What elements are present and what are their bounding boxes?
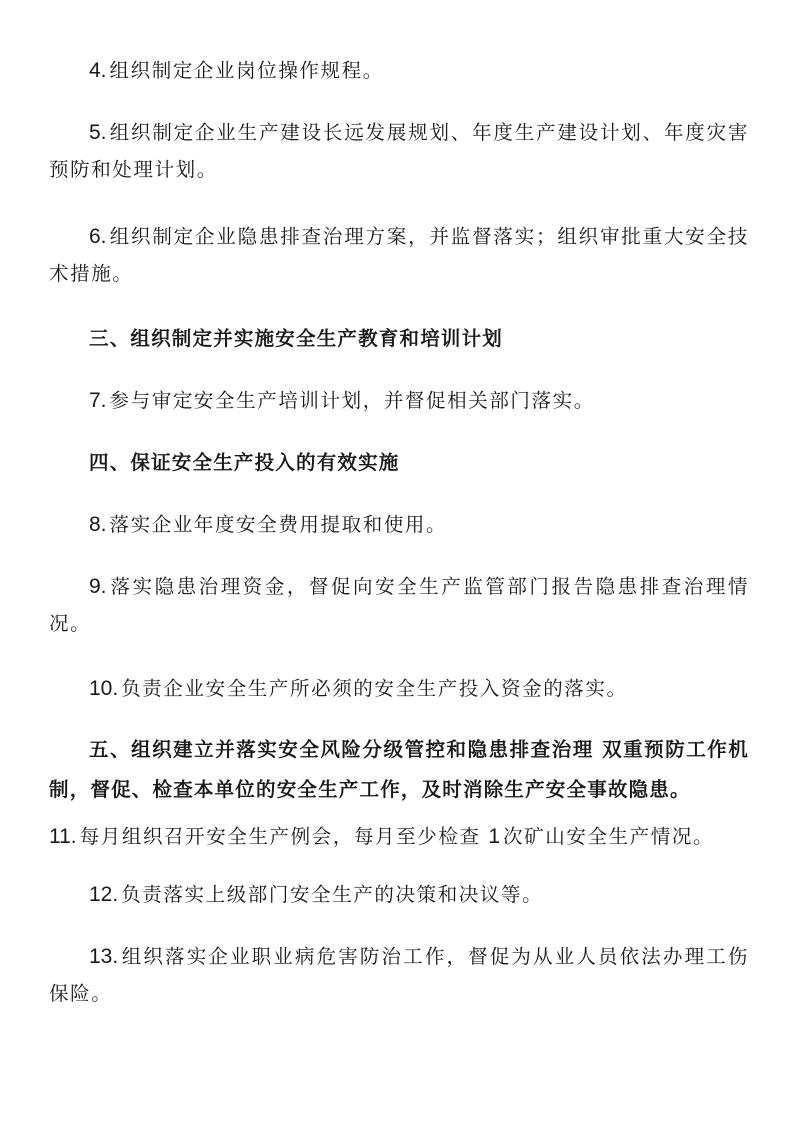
item-number: 12. bbox=[89, 883, 119, 906]
item-text: 负责企业安全生产所必须的安全生产投入资金的落实。 bbox=[121, 677, 628, 700]
item-number: 4. bbox=[89, 59, 107, 82]
item-7 bbox=[49, 382, 749, 419]
item-number: 13. bbox=[89, 945, 119, 968]
section-heading-4 bbox=[49, 444, 749, 481]
item-text: 每月组织召开安全生产例会，每月至少检查 bbox=[79, 825, 481, 848]
section-heading-5 bbox=[49, 730, 749, 810]
item-text: 落实企业年度安全费用提取和使用。 bbox=[109, 513, 448, 536]
item-text-cont: 次矿山安全生产情况。 bbox=[503, 825, 715, 848]
item-text: 组织落实企业职业病危害防治工作，督促为从业人员依法办理工伤保险。 bbox=[49, 945, 749, 1005]
item-text: 负责落实上级部门安全生产的决策和决议等。 bbox=[121, 883, 544, 906]
item-12 bbox=[49, 876, 749, 913]
item-text: 组织制定企业隐患排查治理方案，并监督落实；组织审批重大安全技术措施。 bbox=[49, 225, 749, 285]
heading-text: 四、保证安全生产投入的有效实施 bbox=[89, 451, 400, 474]
item-text: 组织制定企业生产建设长远发展规划、年度生产建设计划、年度灾害预防和处理计划。 bbox=[49, 121, 749, 181]
item-number: 10. bbox=[89, 677, 119, 700]
item-8 bbox=[49, 506, 749, 543]
heading-text: 五、组织建立并落实安全风险分级管控和隐患排查治理 双重预防工作机制，督促、检查本单位的安全生产工作，及时消除生产安全事故隐患。 bbox=[49, 738, 749, 801]
item-number: 6. bbox=[89, 225, 107, 248]
item-number: 9. bbox=[89, 575, 107, 598]
item-number: 5. bbox=[89, 121, 107, 144]
heading-text: 三、组织制定并实施安全生产教育和培训计划 bbox=[89, 327, 504, 350]
section-heading-3 bbox=[49, 320, 749, 357]
item-count: 1 bbox=[488, 825, 501, 848]
item-9 bbox=[49, 568, 749, 642]
item-6 bbox=[49, 218, 749, 292]
item-4 bbox=[49, 52, 749, 89]
item-text: 落实隐患治理资金，督促向安全生产监管部门报告隐患排查治理情况。 bbox=[49, 575, 749, 635]
item-number: 7. bbox=[89, 389, 107, 412]
item-number: 8. bbox=[89, 513, 107, 536]
item-13 bbox=[49, 938, 749, 1012]
item-5 bbox=[49, 114, 749, 188]
item-11 bbox=[49, 818, 749, 855]
item-10 bbox=[49, 670, 749, 707]
item-number: 11. bbox=[49, 825, 77, 848]
item-text: 组织制定企业岗位操作规程。 bbox=[109, 59, 384, 82]
item-text: 参与审定安全生产培训计划，并督促相关部门落实。 bbox=[109, 389, 595, 412]
